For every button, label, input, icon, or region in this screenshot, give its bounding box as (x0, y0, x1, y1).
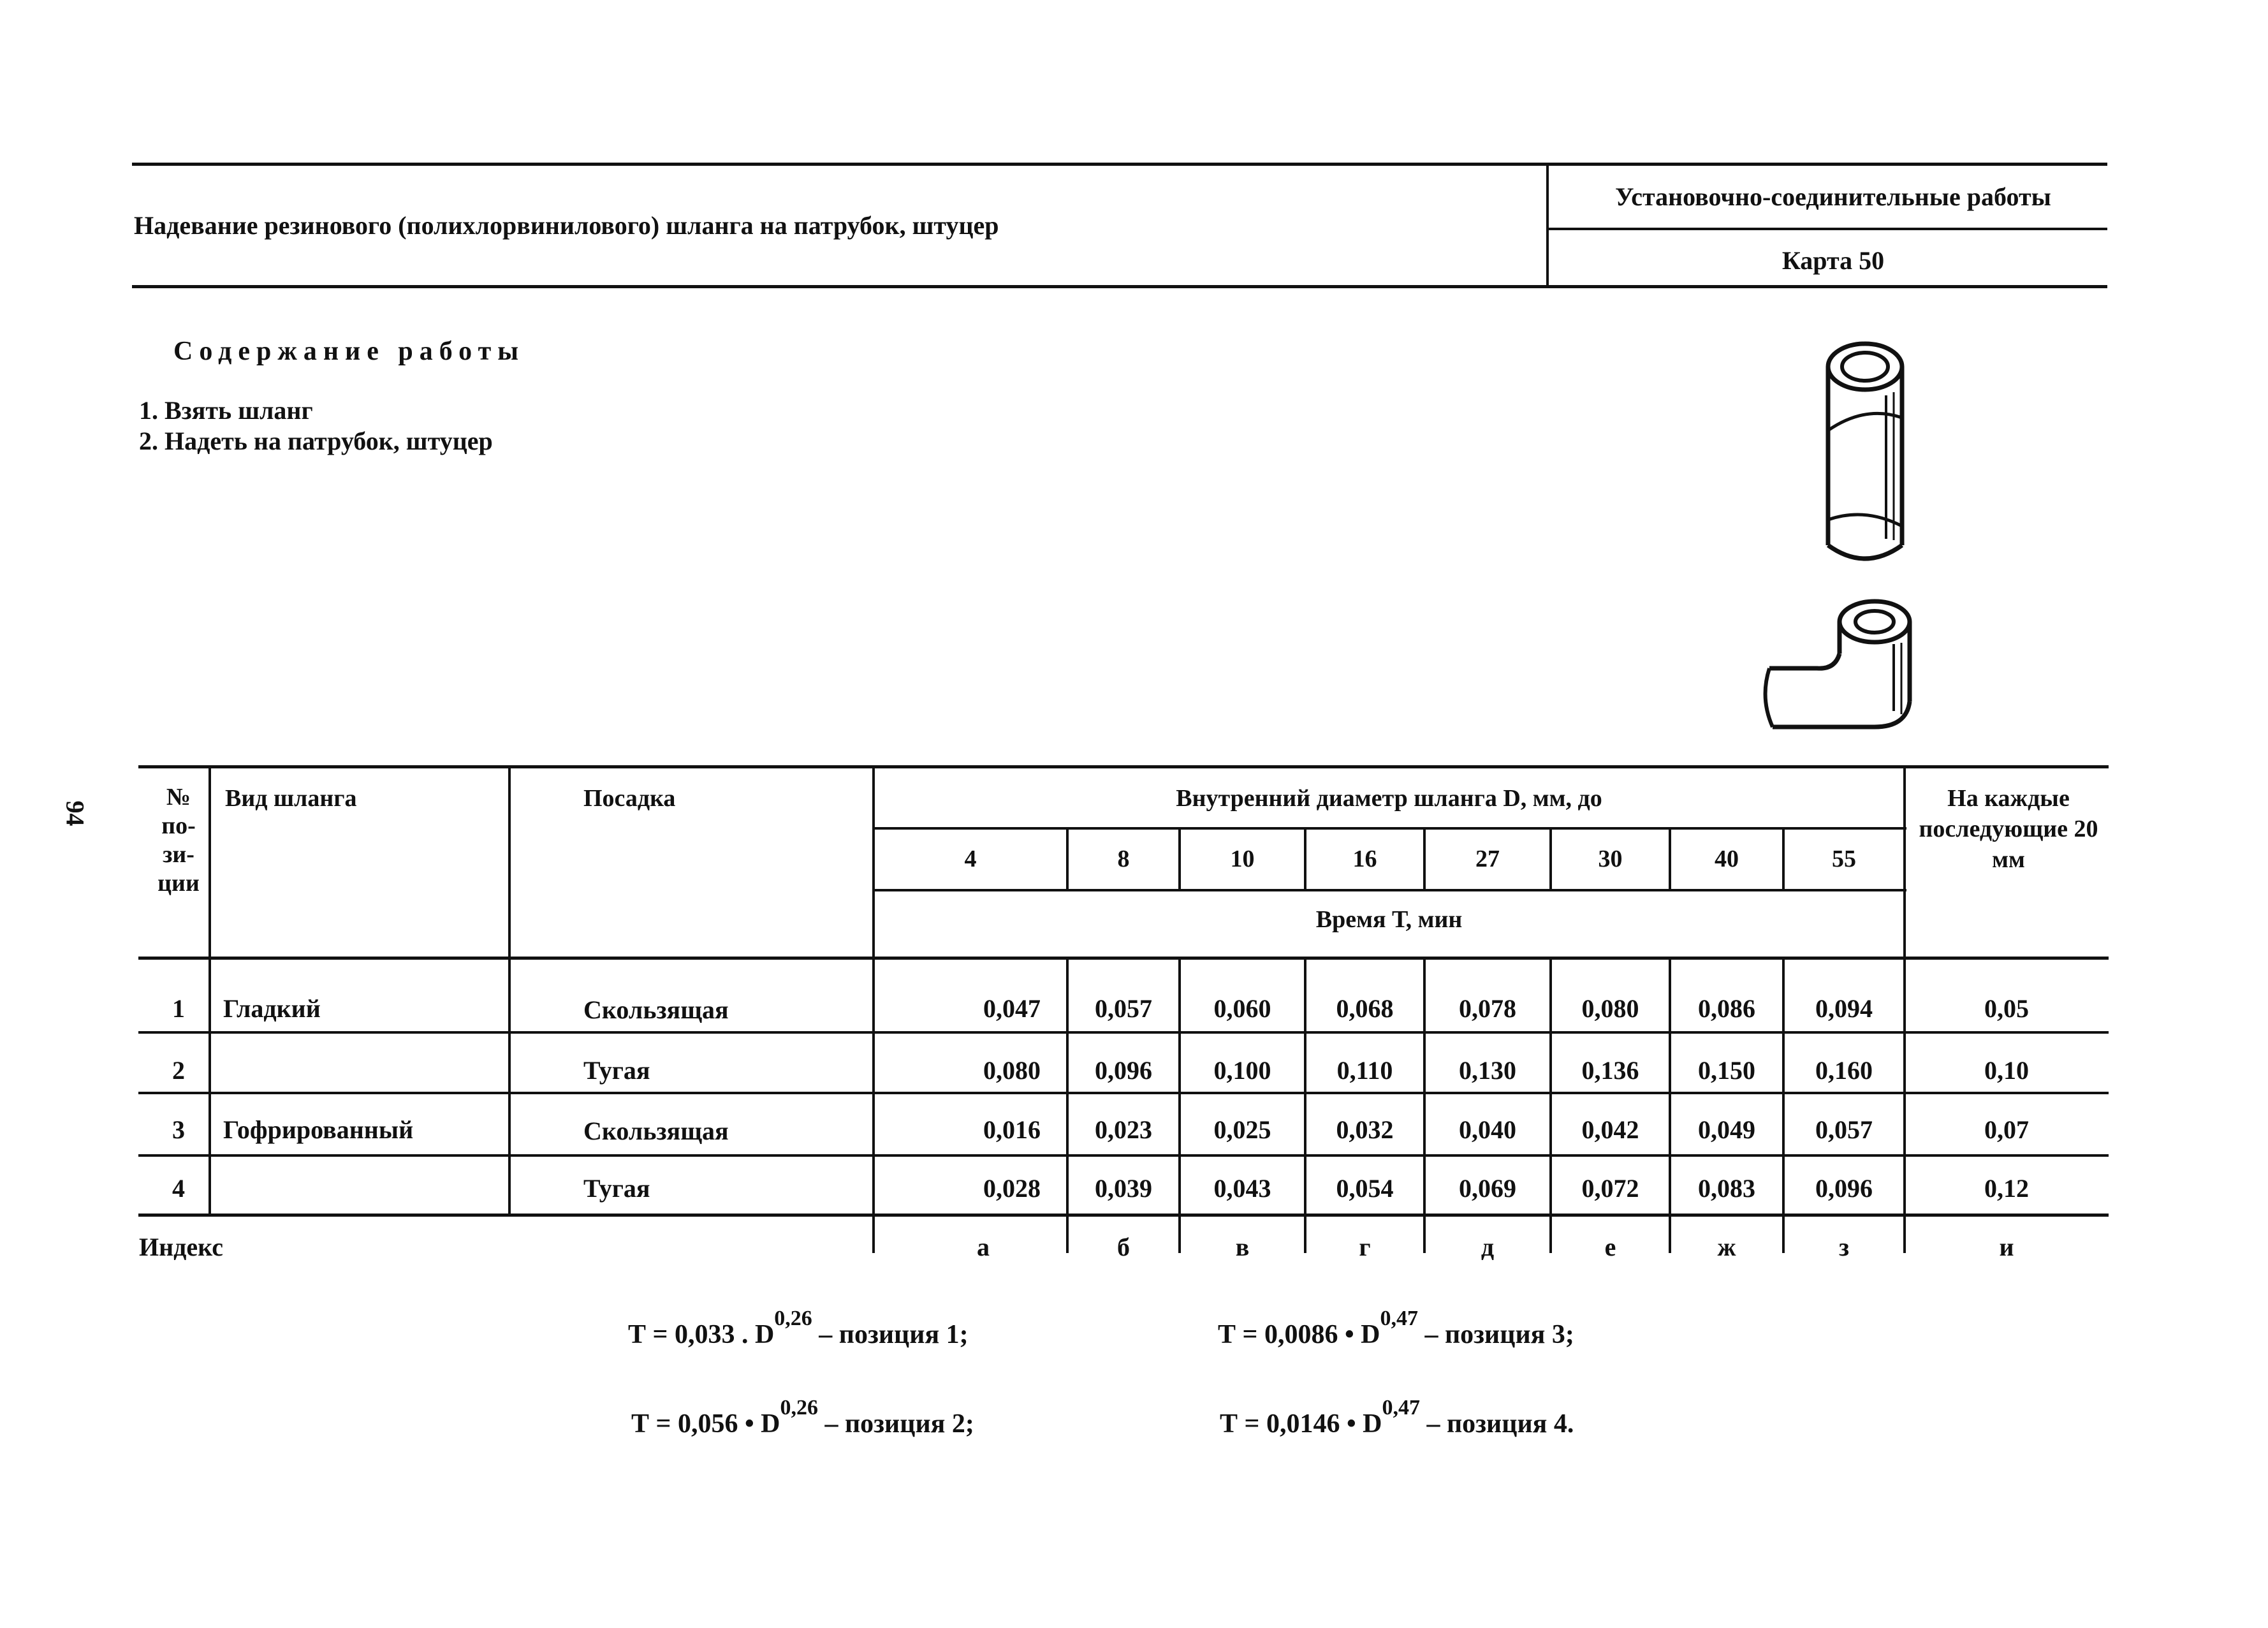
row-value: 0,060 (1213, 994, 1271, 1023)
row-value: 0,136 (1581, 1056, 1639, 1085)
formula-lhs: Т = 0,0146 • D (1220, 1409, 1382, 1439)
row-fit: Скользящая (583, 1117, 729, 1145)
fit-header: Посадка (583, 785, 676, 812)
index-letter: ж (1717, 1233, 1736, 1261)
formula-exponent: 0,26 (780, 1396, 818, 1419)
row-value: 0,025 (1213, 1115, 1271, 1144)
index-letter: г (1359, 1233, 1371, 1261)
formula-exponent: 0,47 (1382, 1396, 1420, 1419)
time-header: Время Т, мин (1315, 906, 1463, 933)
formula-rhs: – позиция 4. (1419, 1409, 1574, 1439)
formula-exponent: 0,47 (1380, 1307, 1418, 1330)
hose-type-header: Вид шланга (225, 785, 357, 812)
index-letter: а (977, 1233, 990, 1261)
step-item: 1. Взять шланг (139, 396, 313, 425)
card-number: Карта 50 (1781, 246, 1885, 275)
row-value: 0,080 (1581, 994, 1639, 1023)
content-heading: Содержание работы (173, 337, 525, 366)
row-value: 0,094 (1815, 994, 1873, 1023)
row-value: 0,086 (1698, 994, 1755, 1023)
table-diameter-rule (874, 827, 1906, 830)
row-value: 0,096 (1815, 1174, 1873, 1203)
index-letter: з (1838, 1233, 1850, 1261)
formula-rhs: – позиция 1; (812, 1320, 969, 1349)
row-extra: 0,05 (1984, 994, 2029, 1023)
diameter-value: 10 (1230, 846, 1255, 872)
row-value: 0,057 (1815, 1115, 1873, 1144)
row-value: 0,100 (1213, 1056, 1271, 1085)
page-number: 94 (61, 800, 90, 826)
index-letter: в (1235, 1233, 1250, 1261)
formula-lhs: Т = 0,033 . D (628, 1320, 775, 1349)
table-bottom-rule (138, 1214, 2109, 1217)
elbow-hose-icon (1760, 593, 1926, 733)
row-value: 0,042 (1581, 1115, 1639, 1144)
diameter-value: 8 (1117, 846, 1130, 872)
straight-hose-icon (1811, 335, 1919, 568)
formula-lhs: Т = 0,0086 • D (1218, 1320, 1380, 1349)
header-right-divider (1546, 228, 2107, 230)
header-top-rule (132, 163, 2107, 166)
row-value: 0,080 (983, 1056, 1041, 1085)
header-vertical-divider (1546, 163, 1549, 288)
row-value: 0,068 (1336, 994, 1394, 1023)
row-value: 0,040 (1459, 1115, 1516, 1144)
row-hose-type: Гладкий (223, 994, 321, 1023)
row-value: 0,096 (1095, 1056, 1152, 1085)
row-value: 0,160 (1815, 1056, 1873, 1085)
row-value: 0,057 (1095, 994, 1152, 1023)
table-time-rule (874, 889, 1906, 891)
row-value: 0,043 (1213, 1174, 1271, 1203)
formula-exponent: 0,26 (774, 1307, 812, 1330)
row-hose-type: Гофрированный (223, 1115, 414, 1144)
row-extra: 0,12 (1984, 1174, 2029, 1203)
diameter-value: 4 (964, 846, 977, 872)
index-letter: е (1604, 1233, 1616, 1261)
index-letter: б (1117, 1233, 1130, 1261)
diameter-value: 40 (1715, 846, 1739, 872)
header-bottom-rule (132, 285, 2107, 288)
formula-rhs: – позиция 3; (1417, 1320, 1574, 1349)
row-extra: 0,07 (1984, 1115, 2029, 1144)
table-row-rule (138, 1092, 2109, 1094)
table-row-rule (138, 1154, 2109, 1157)
formula-lhs: Т = 0,056 • D (631, 1409, 780, 1439)
diameter-header: Внутренний диаметр шланга D, мм, до (1176, 785, 1602, 812)
formula-rhs: – позиция 2; (817, 1409, 974, 1439)
diameter-value: 27 (1475, 846, 1500, 872)
row-value: 0,072 (1581, 1174, 1639, 1203)
table-top-rule (138, 765, 2109, 768)
index-label: Индекс (139, 1233, 223, 1261)
work-category: Установочно-соединительные работы (1615, 182, 2051, 211)
table-col-line (508, 765, 511, 1217)
table-header-bottom-rule (138, 957, 2109, 960)
row-value: 0,032 (1336, 1115, 1394, 1144)
row-fit: Тугая (583, 1056, 650, 1085)
extra-header: На каждые последующие 20 мм (1919, 785, 2098, 873)
row-value: 0,039 (1095, 1174, 1152, 1203)
diameter-value: 55 (1832, 846, 1856, 872)
row-value: 0,016 (983, 1115, 1041, 1144)
row-value: 0,130 (1459, 1056, 1516, 1085)
row-value: 0,150 (1698, 1056, 1755, 1085)
formula (1220, 1396, 1574, 1439)
formula (1218, 1307, 1574, 1350)
row-position: 4 (172, 1174, 185, 1203)
row-position: 2 (172, 1056, 185, 1085)
index-letter: и (1999, 1233, 2014, 1261)
row-extra: 0,10 (1984, 1056, 2029, 1085)
diameter-value: 30 (1598, 846, 1623, 872)
row-value: 0,049 (1698, 1115, 1755, 1144)
page-title: Надевание резинового (полихлорвинилового) шланга на патрубок, штуцер (134, 211, 999, 240)
row-value: 0,047 (983, 994, 1041, 1023)
table-col-line (209, 765, 211, 1217)
row-value: 0,083 (1698, 1174, 1755, 1203)
position-header: № по- зи- ции (157, 784, 200, 897)
row-fit: Скользящая (583, 995, 729, 1024)
row-position: 1 (172, 994, 185, 1023)
index-letter: д (1481, 1233, 1495, 1261)
step-item: 2. Надеть на патрубок, штуцер (139, 427, 493, 455)
table-row-rule (138, 1031, 2109, 1034)
row-value: 0,110 (1336, 1056, 1393, 1085)
row-value: 0,069 (1459, 1174, 1516, 1203)
row-value: 0,054 (1336, 1174, 1394, 1203)
formula (631, 1396, 974, 1439)
row-fit: Тугая (583, 1174, 650, 1203)
row-value: 0,023 (1095, 1115, 1152, 1144)
formula (628, 1307, 969, 1350)
diameter-value: 16 (1352, 846, 1377, 872)
row-value: 0,078 (1459, 994, 1516, 1023)
row-value: 0,028 (983, 1174, 1041, 1203)
row-position: 3 (172, 1115, 185, 1144)
